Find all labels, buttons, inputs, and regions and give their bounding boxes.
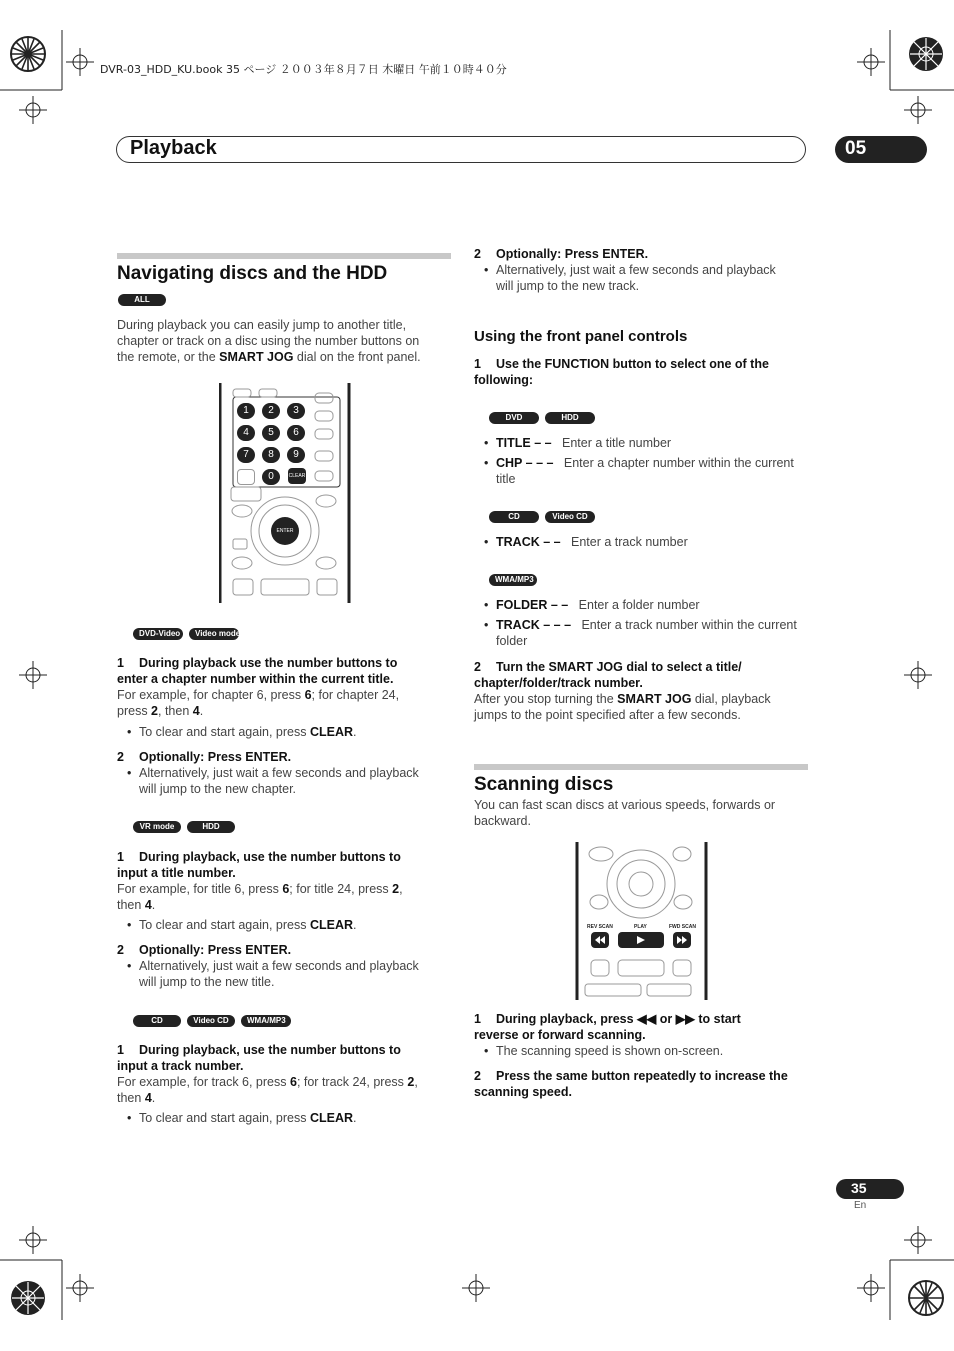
chapter-step-1: 1 During playback use the number buttons to enter a chapter number within the current title. xyxy=(117,656,398,686)
badge-group-cd-vcd xyxy=(489,511,601,523)
section-title-scanning: Scanning discs xyxy=(474,774,614,795)
number-key-5: 5 xyxy=(262,425,280,441)
number-key-6: 6 xyxy=(287,425,305,441)
track-folder-option: • TRACK – – – Enter a track number within the current folder xyxy=(474,617,836,649)
number-key-0: 0 xyxy=(262,469,280,485)
badge-group-wma xyxy=(489,574,543,586)
chapter-wait-bullet: • Alternatively, just wait a few seconds and playback will jump to the new chapter. xyxy=(117,765,469,797)
chapter-number: 05 xyxy=(845,138,867,159)
number-key-2: 2 xyxy=(262,403,280,419)
track-example: For example, for track 6, press 6; for track 24, press 2, then 4. xyxy=(117,1075,418,1105)
number-key-1: 1 xyxy=(237,403,255,419)
track-step-2: 2 Optionally: Press ENTER. xyxy=(474,247,649,261)
number-key-4: 4 xyxy=(237,425,255,441)
title-wait-bullet: • Alternatively, just wait a few seconds and playback will jump to the new title. xyxy=(117,958,469,990)
smart-jog-note: After you stop turning the SMART JOG dial, playback jumps to the point specified after a few seconds. xyxy=(474,692,771,722)
header-bar xyxy=(116,136,806,163)
track-step-1: 1 During playback, use the number buttons to input a track number. xyxy=(117,1043,401,1073)
enter-key-label: ENTER xyxy=(276,528,294,534)
title-example: For example, for title 6, press 6; for title 24, press 2, then 4. xyxy=(117,882,403,912)
track-clear-bullet: • To clear and start again, press CLEAR. xyxy=(117,1110,469,1126)
badge-wma-mp3: WMA/MP3 xyxy=(241,1015,291,1027)
title-option: • TITLE – – Enter a title number xyxy=(474,435,836,451)
badge-dvd: DVD xyxy=(489,412,539,424)
badge-wma-mp3: WMA/MP3 xyxy=(489,574,537,586)
scanning-intro: You can fast scan discs at various speeds, forwards or backward. xyxy=(474,798,776,828)
remote-scan-graphic xyxy=(575,842,709,1000)
section-rule-navigating xyxy=(117,253,451,259)
badge-vr-mode: VR mode xyxy=(133,821,181,833)
page-language: En xyxy=(854,1200,867,1211)
section-title-navigating: Navigating discs and the HDD xyxy=(117,263,388,284)
number-key-7: 7 xyxy=(237,447,255,463)
chapter-example: For example, for chapter 6, press 6; for chapter 24, press 2, then 4. xyxy=(117,688,400,718)
chp-option: • CHP – – – Enter a chapter number within the current title xyxy=(474,455,836,487)
badge-cd: CD xyxy=(489,511,539,523)
page-number: 35 xyxy=(851,1180,867,1196)
badge-cd: CD xyxy=(133,1015,181,1027)
chapter-clear-bullet: • To clear and start again, press CLEAR. xyxy=(117,724,469,740)
title-step-2: 2 Optionally: Press ENTER. xyxy=(117,943,292,957)
remote-number-keys-illustration xyxy=(219,383,351,603)
title-clear-bullet: • To clear and start again, press CLEAR. xyxy=(117,917,469,933)
chapter-step-2: 2 Optionally: Press ENTER. xyxy=(117,750,292,764)
badge-group-all xyxy=(118,294,172,306)
clear-key: CLEAR xyxy=(288,468,306,484)
badge-group-cd xyxy=(133,1015,297,1027)
remote-scan-illustration xyxy=(575,842,709,1000)
track-option: • TRACK – – Enter a track number xyxy=(474,534,836,550)
badge-video-cd: Video CD xyxy=(187,1015,235,1027)
badge-group-vr-mode xyxy=(133,821,241,833)
badge-group-dvd-video xyxy=(133,628,245,640)
page-title: Playback xyxy=(130,137,217,159)
scan-step-2: 2 Press the same button repeatedly to increase the scanning speed. xyxy=(474,1069,788,1099)
scan-step-1: 1 During playback, press ◀◀ or ▶▶ to start reverse or forward scanning. xyxy=(474,1012,741,1042)
page-number-badge xyxy=(836,1179,904,1199)
folder-option: • FOLDER – – Enter a folder number xyxy=(474,597,836,613)
number-key-3: 3 xyxy=(287,403,305,419)
fwd-scan-label: FWD SCAN xyxy=(669,924,696,930)
play-label: PLAY xyxy=(634,924,647,930)
badge-hdd: HDD xyxy=(545,412,595,424)
title-step-1: 1 During playback, use the number buttons to input a title number. xyxy=(117,850,401,880)
blank-key xyxy=(237,469,255,485)
print-header: DVR-03_HDD_KU.book 35 ページ ２００３年８月７日 木曜日 午前１０時４０分 xyxy=(100,63,507,76)
badge-video-cd: Video CD xyxy=(545,511,595,523)
front-panel-step-2: 2 Turn the SMART JOG dial to select a title/ chapter/folder/track number. xyxy=(474,660,742,690)
scan-speed-bullet: • The scanning speed is shown on-screen. xyxy=(474,1043,830,1059)
front-panel-step-1: 1 Use the FUNCTION button to select one of the following: xyxy=(474,357,769,387)
badge-video-mode: Video mode xyxy=(189,628,239,640)
rev-scan-label: REV SCAN xyxy=(587,924,613,930)
track-wait-bullet: • Alternatively, just wait a few seconds and playback will jump to the new track. xyxy=(474,262,830,294)
badge-all: ALL xyxy=(118,294,166,306)
front-panel-heading: Using the front panel controls xyxy=(474,328,688,345)
badge-group-dvd-hdd xyxy=(489,412,601,424)
badge-dvd-video: DVD-Video xyxy=(133,628,183,640)
intro-paragraph: During playback you can easily jump to another title, chapter or track on a disc using the number buttons on the remote, or the SMART JOG dial on the front panel. xyxy=(117,318,421,364)
number-key-8: 8 xyxy=(262,447,280,463)
badge-hdd: HDD xyxy=(187,821,235,833)
section-rule-scanning xyxy=(474,764,808,770)
number-key-9: 9 xyxy=(287,447,305,463)
